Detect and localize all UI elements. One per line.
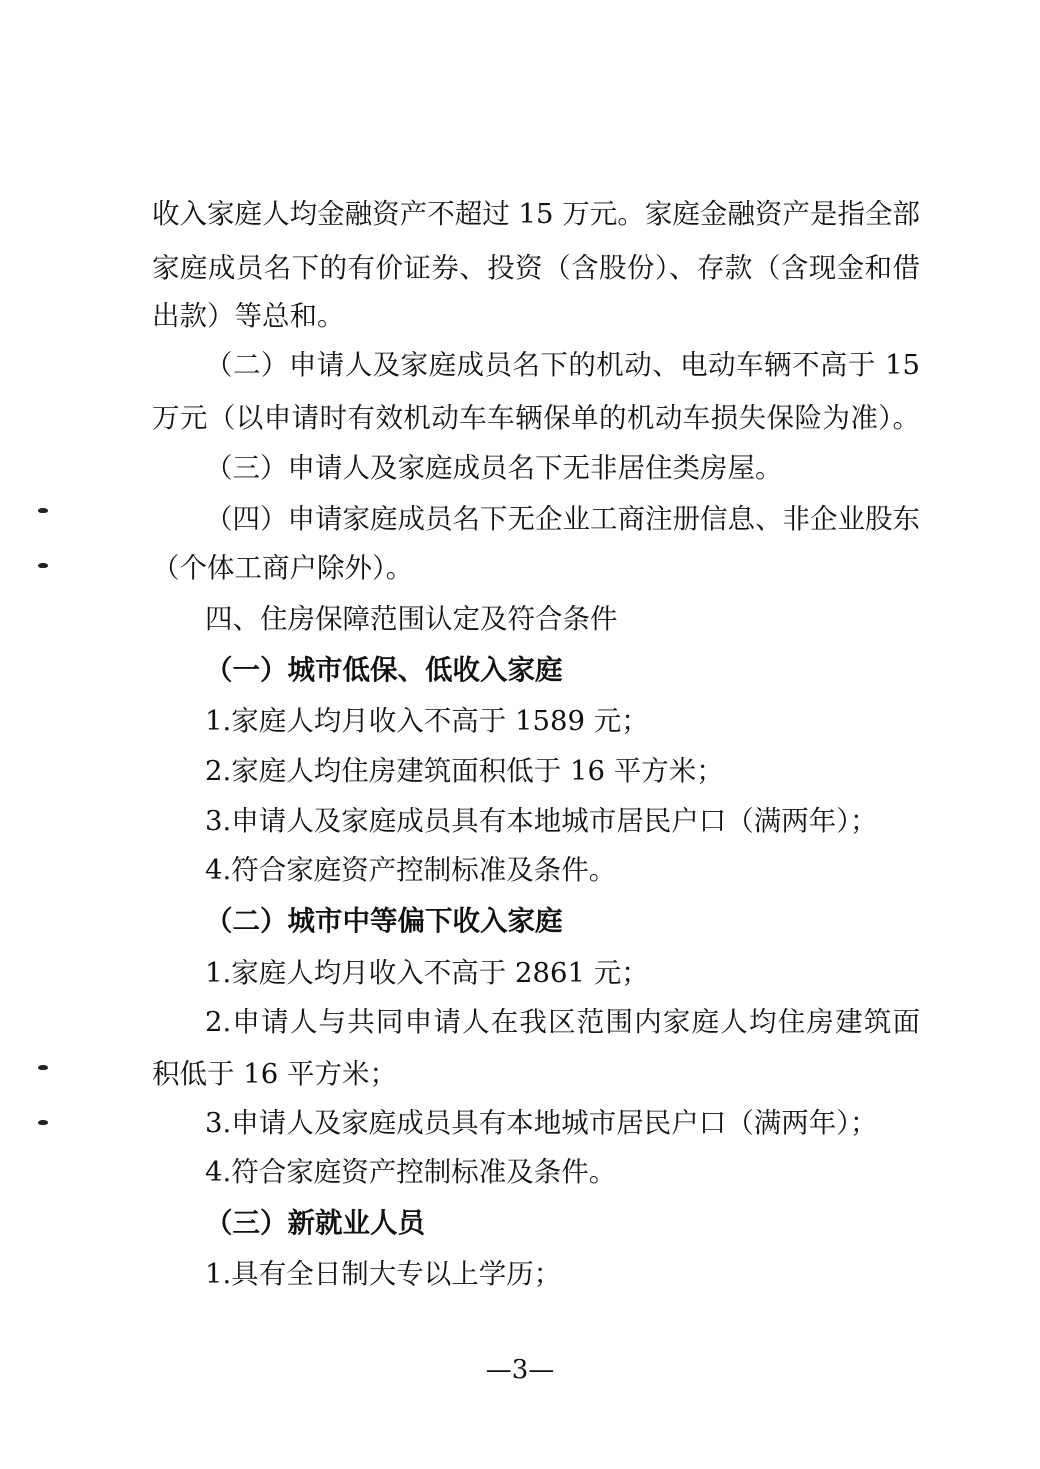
- section-heading: 四、住房保障范围认定及符合条件: [205, 603, 618, 635]
- subsection-heading: （二）城市中等偏下收入家庭: [205, 905, 563, 937]
- list-item: 2.家庭人均住房建筑面积低于 16 平方米；: [205, 755, 724, 787]
- paragraph-line: 万元（以申请时有效机动车车辆保单的机动车损失保险为准）。: [152, 402, 920, 434]
- list-item: 1.具有全日制大专以上学历；: [205, 1258, 562, 1290]
- subsection-heading: （一）城市低保、低收入家庭: [205, 654, 563, 686]
- list-item: 3.申请人及家庭成员具有本地城市居民户口（满两年）；: [205, 805, 878, 837]
- page-number: —3—: [485, 1355, 555, 1385]
- list-item: 3.申请人及家庭成员具有本地城市居民户口（满两年）；: [205, 1107, 878, 1139]
- list-item: 2.申请人与共同申请人在我区范围内家庭人均住房建筑面: [205, 1006, 920, 1038]
- binding-hole-mark: [38, 506, 52, 514]
- binding-hole-mark: [38, 1063, 52, 1071]
- paragraph-line: 家庭成员名下的有价证券、投资（含股份）、存款（含现金和借: [152, 252, 920, 284]
- list-item: 1.家庭人均月收入不高于 1589 元；: [205, 705, 649, 737]
- list-item: 4.符合家庭资产控制标准及条件。: [205, 1156, 617, 1188]
- binding-hole-mark: [38, 1118, 52, 1126]
- binding-hole-mark: [38, 561, 52, 569]
- paragraph-line: 出款）等总和。: [152, 300, 345, 332]
- paragraph-line: （二）申请人及家庭成员名下的机动、电动车辆不高于 15: [205, 349, 920, 381]
- paragraph-line: （个体工商户除外）。: [152, 552, 414, 584]
- paragraph-line: 收入家庭人均金融资产不超过 15 万元。家庭金融资产是指全部: [152, 198, 920, 230]
- list-item: 4.符合家庭资产控制标准及条件。: [205, 854, 617, 886]
- paragraph-line: 积低于 16 平方米；: [152, 1058, 397, 1090]
- paragraph-line: （四）申请家庭成员名下无企业工商注册信息、非企业股东: [205, 503, 920, 535]
- subsection-heading: （三）新就业人员: [205, 1207, 425, 1239]
- paragraph-line: （三）申请人及家庭成员名下无非居住类房屋。: [205, 452, 783, 484]
- list-item: 1.家庭人均月收入不高于 2861 元；: [205, 957, 649, 989]
